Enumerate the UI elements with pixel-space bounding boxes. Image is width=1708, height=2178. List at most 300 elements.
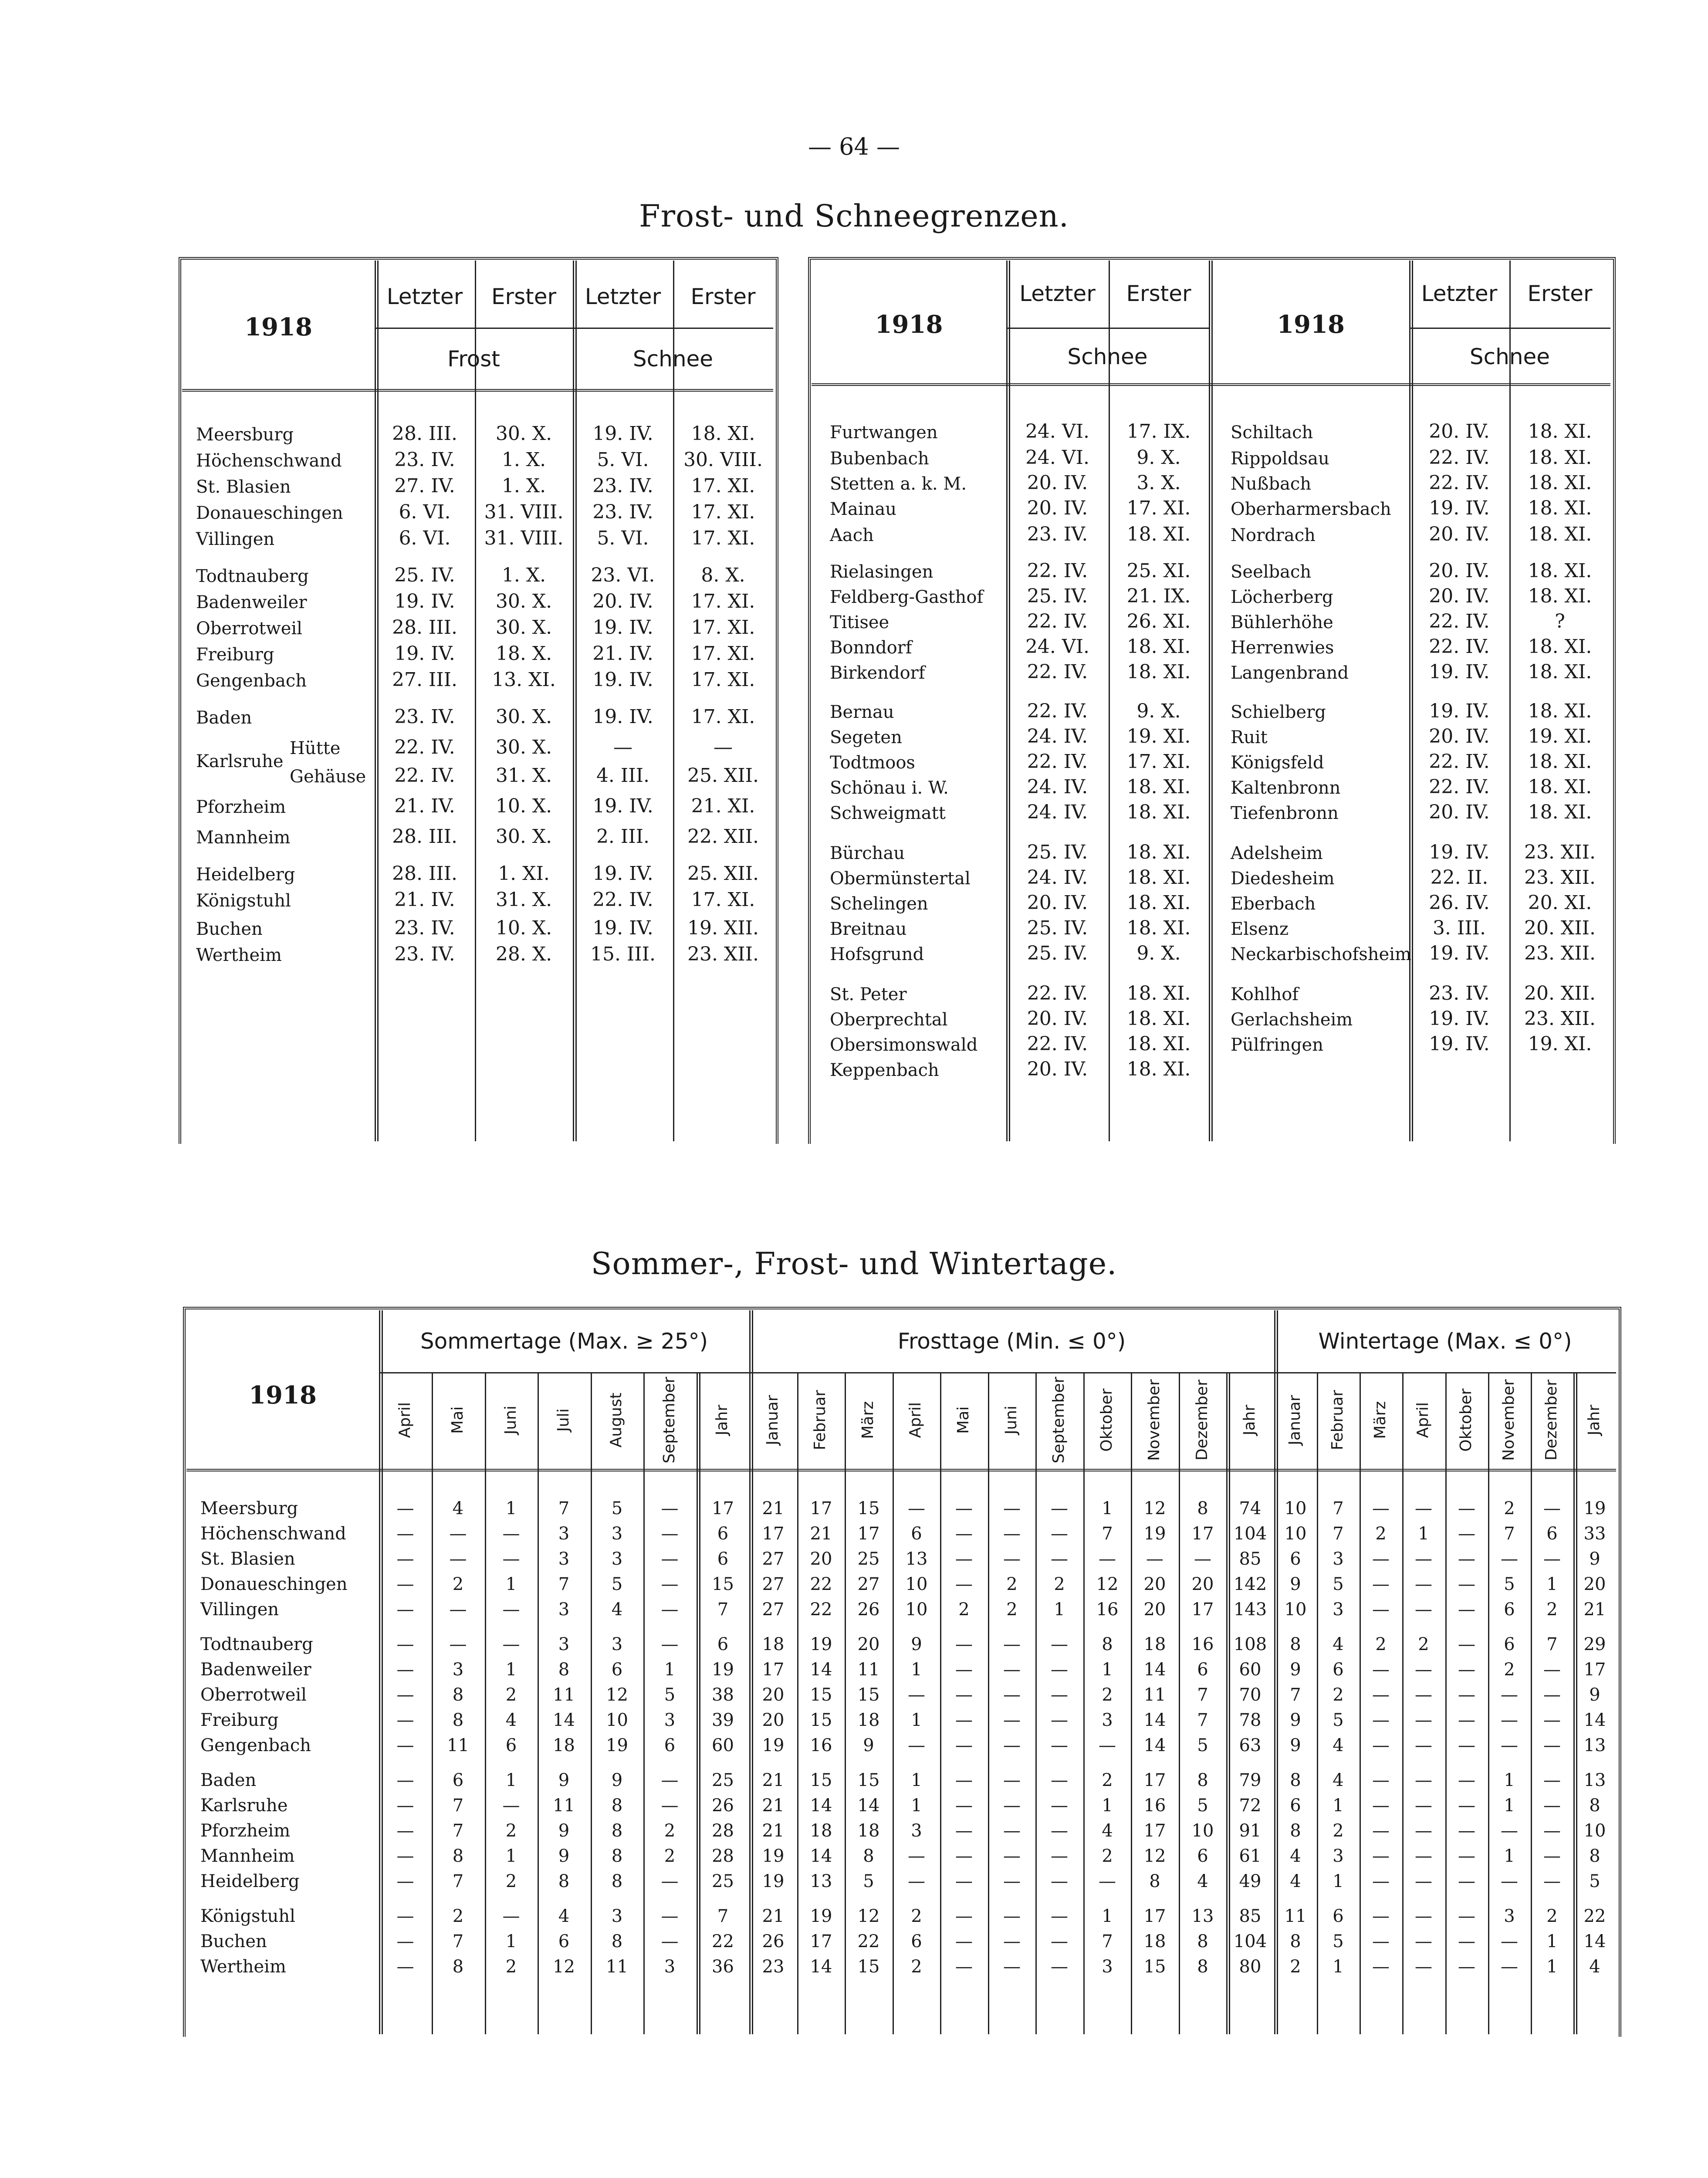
day-count: 80	[1239, 1957, 1262, 1977]
day-count: 1	[1504, 1846, 1515, 1866]
day-count: 4	[1333, 1735, 1344, 1755]
last-snow-date: 20. IV.	[1027, 1008, 1088, 1030]
first-snow-date: 23. XII.	[1524, 1008, 1596, 1030]
day-count: 1	[911, 1796, 922, 1816]
station-name: Kaltenbronn	[1231, 778, 1341, 798]
day-count: 18	[1143, 1634, 1166, 1654]
station-name: St. Blasien	[200, 1549, 295, 1569]
station-name: Titisee	[830, 612, 890, 632]
first-snow-date: 17. XI.	[1126, 497, 1191, 519]
day-count: —	[1372, 1735, 1390, 1755]
day-count: 8	[452, 1957, 464, 1977]
day-count: —	[1501, 1931, 1518, 1951]
last-frost-date: 22. IV.	[394, 736, 455, 758]
day-count: —	[908, 1498, 925, 1519]
station-name: Badenweiler	[200, 1660, 311, 1680]
day-count: 1	[1418, 1524, 1429, 1544]
station-name: Badenweiler	[196, 592, 307, 612]
day-count: 7	[1504, 1524, 1515, 1544]
first-snow-date: 18. XI.	[1528, 585, 1592, 607]
day-count: 6	[1333, 1906, 1344, 1926]
day-count: —	[1003, 1524, 1021, 1544]
day-count: 9	[558, 1770, 570, 1790]
last-frost-date: 21. IV.	[394, 795, 455, 817]
station-name: Obersimonswald	[830, 1035, 978, 1055]
day-count: 8	[1290, 1770, 1301, 1790]
station-name: Pforzheim	[200, 1821, 291, 1841]
day-count: 17	[857, 1524, 880, 1544]
month-header: Februar	[1329, 1390, 1347, 1451]
first-snow-date: 18. XI.	[1126, 917, 1191, 939]
day-count: —	[1415, 1957, 1432, 1977]
first-frost-date: 1. X.	[501, 564, 546, 586]
first-snow-date: 25. XII.	[687, 862, 759, 885]
last-snow-date: 22. II.	[1430, 866, 1488, 889]
day-count: 85	[1239, 1906, 1262, 1926]
day-count: —	[661, 1634, 679, 1654]
day-count: —	[661, 1498, 679, 1519]
day-count: 4	[1290, 1871, 1301, 1891]
day-count: —	[502, 1796, 520, 1816]
day-count: —	[661, 1600, 679, 1620]
first-snow-date: 19. XII.	[687, 917, 759, 939]
station-name: Oberrotweil	[196, 619, 302, 639]
day-count: —	[1543, 1710, 1561, 1730]
station-name: Pülfringen	[1231, 1035, 1323, 1055]
first-snow-date: 18. XI.	[1126, 1008, 1191, 1030]
day-count: —	[955, 1660, 973, 1680]
day-count: 4	[1333, 1770, 1344, 1790]
day-count: 10	[606, 1710, 628, 1730]
day-count: 7	[452, 1821, 464, 1841]
header-rule	[182, 389, 773, 392]
first-frost-date: 31. X.	[495, 889, 552, 911]
day-count: —	[1501, 1685, 1518, 1705]
day-count: —	[1372, 1549, 1390, 1569]
day-count: 14	[553, 1710, 575, 1730]
day-count: —	[1458, 1931, 1475, 1951]
day-count: 3	[611, 1634, 623, 1654]
day-count: 3	[1333, 1549, 1344, 1569]
day-count: 14	[810, 1957, 832, 1977]
last-snow-date: 25. IV.	[1027, 917, 1088, 939]
last-snow-date: 19. IV.	[592, 917, 653, 939]
station-name: Königsfeld	[1231, 753, 1324, 773]
day-count: 1	[1504, 1796, 1515, 1816]
day-count: 8	[1290, 1821, 1301, 1841]
last-snow-date: 19. IV.	[592, 423, 653, 445]
last-snow-date: 19. IV.	[592, 795, 653, 817]
day-count: 10	[1284, 1524, 1307, 1544]
last-snow-date: 19. IV.	[1429, 700, 1490, 722]
day-count: 1	[505, 1660, 517, 1680]
station-name: Mannheim	[196, 828, 291, 848]
last-snow-date: 19. IV.	[592, 862, 653, 885]
station-name: Heidelberg	[196, 865, 295, 885]
station-name: Wertheim	[196, 945, 282, 965]
day-count: —	[396, 1685, 414, 1705]
wintertage-header: Wintertage (Max. ≤ 0°)	[1318, 1329, 1572, 1354]
day-count: 4	[452, 1498, 464, 1519]
day-count: —	[955, 1710, 973, 1730]
month-header: Dezember	[1542, 1380, 1560, 1461]
station-name: Herrenwies	[1231, 638, 1334, 658]
letzter-schnee-label: Letzter	[585, 284, 661, 309]
day-count: —	[1458, 1710, 1475, 1730]
day-count: 13	[810, 1871, 832, 1891]
day-count: 5	[1504, 1574, 1515, 1594]
first-snow-date: 21. XI.	[691, 795, 755, 817]
station-name: Langenbrand	[1231, 663, 1349, 683]
day-count: 15	[810, 1770, 832, 1790]
last-snow-date: 22. IV.	[1027, 751, 1088, 773]
day-count: 1	[664, 1660, 676, 1680]
day-count: 11	[857, 1660, 880, 1680]
day-count: 63	[1239, 1735, 1262, 1755]
day-count: 20	[762, 1685, 785, 1705]
page-number: — 64 —	[808, 133, 900, 160]
day-count: 6	[611, 1660, 623, 1680]
day-count: 3	[1102, 1957, 1113, 1977]
day-count: —	[1003, 1931, 1021, 1951]
day-count: 2	[1006, 1600, 1018, 1620]
station-name: Mannheim	[200, 1846, 295, 1866]
station-name: Schiltach	[1231, 423, 1313, 443]
day-count: 4	[1333, 1634, 1344, 1654]
first-snow-date: 23. XII.	[687, 943, 759, 965]
last-snow-date: 19. IV.	[1429, 1008, 1490, 1030]
day-count: 2	[1333, 1821, 1344, 1841]
first-snow-date: 25. XII.	[687, 764, 759, 787]
day-count: 14	[810, 1846, 832, 1866]
day-count: 3	[558, 1549, 570, 1569]
day-count: —	[449, 1524, 467, 1544]
last-snow-date: 19. IV.	[1429, 942, 1490, 964]
first-snow-date: 18. XI.	[1528, 472, 1592, 494]
station-name: Buchen	[196, 919, 263, 939]
day-count: —	[1099, 1549, 1116, 1569]
day-count: 6	[911, 1524, 922, 1544]
day-count: —	[1051, 1549, 1068, 1569]
first-snow-date: ?	[1555, 610, 1565, 632]
day-count: 3	[1333, 1846, 1344, 1866]
last-snow-date: 24. IV.	[1027, 866, 1088, 889]
day-count: —	[396, 1574, 414, 1594]
day-count: 23	[762, 1957, 785, 1977]
schnee-label: Schnee	[1469, 344, 1550, 369]
day-count: —	[502, 1524, 520, 1544]
station-name: Rippoldsau	[1231, 449, 1329, 469]
day-count: —	[1372, 1906, 1390, 1926]
first-frost-date: 18. X.	[495, 643, 552, 665]
day-count: —	[1543, 1871, 1561, 1891]
month-header: Mai	[449, 1406, 467, 1434]
day-count: 11	[553, 1796, 575, 1816]
day-count: —	[955, 1574, 973, 1594]
day-count: 3	[664, 1710, 676, 1730]
day-count: —	[955, 1796, 973, 1816]
station-name: Obermünstertal	[830, 869, 971, 889]
day-count: 14	[1583, 1710, 1606, 1730]
station-name: St. Peter	[830, 984, 907, 1004]
day-count: —	[449, 1549, 467, 1569]
day-count: 10	[1284, 1498, 1307, 1519]
day-count: 14	[1583, 1931, 1606, 1951]
first-snow-date: 22. XII.	[687, 825, 759, 848]
day-count: 20	[762, 1710, 785, 1730]
month-header: Januar	[1286, 1395, 1304, 1445]
station-name: Segeten	[830, 727, 902, 747]
day-count: 13	[905, 1549, 928, 1569]
first-snow-date: 18. XI.	[1126, 982, 1191, 1004]
day-count: 3	[558, 1600, 570, 1620]
day-count: 19	[1583, 1498, 1606, 1519]
station-name: Diedesheim	[1231, 869, 1335, 889]
first-snow-date: 18. XI.	[1126, 841, 1191, 863]
day-count: 27	[762, 1600, 785, 1620]
day-count: 2	[1418, 1634, 1429, 1654]
station-name: Baden	[196, 708, 252, 728]
day-count: 5	[863, 1871, 874, 1891]
month-header: Juni	[1002, 1405, 1020, 1435]
day-count: —	[1458, 1600, 1475, 1620]
day-count: 20	[1191, 1574, 1214, 1594]
first-snow-date: —	[714, 736, 733, 758]
day-count: —	[908, 1685, 925, 1705]
first-snow-date: 17. XI.	[691, 527, 755, 549]
day-count: 7	[717, 1600, 729, 1620]
day-count: —	[1051, 1735, 1068, 1755]
first-snow-date: 23. XII.	[1524, 841, 1596, 863]
day-count: 7	[1197, 1685, 1208, 1705]
first-snow-date: 9. X.	[1136, 446, 1181, 469]
last-snow-date: 22. IV.	[1429, 472, 1490, 494]
day-count: 9	[911, 1634, 922, 1654]
first-snow-date: 18. XI.	[1126, 661, 1191, 683]
station-name: Heidelberg	[200, 1871, 300, 1891]
day-count: 5	[611, 1574, 623, 1594]
day-count: 15	[1143, 1957, 1166, 1977]
day-count: 17	[810, 1931, 832, 1951]
day-count: —	[955, 1846, 973, 1866]
last-snow-date: 22. IV.	[1429, 636, 1490, 658]
station-name: Eberbach	[1231, 894, 1316, 914]
day-count: —	[1372, 1957, 1390, 1977]
month-header: Mai	[954, 1406, 972, 1434]
day-count: —	[1372, 1498, 1390, 1519]
day-count: 8	[863, 1846, 874, 1866]
erster-schnee-label: Erster	[690, 284, 756, 309]
first-snow-date: 18. XI.	[1528, 446, 1592, 469]
station-name: Karlsruhe	[196, 751, 284, 771]
station-name: Löcherberg	[1231, 587, 1333, 607]
day-count: 20	[810, 1549, 832, 1569]
first-snow-date: 19. XI.	[1528, 1033, 1592, 1055]
last-frost-date: 6. VI.	[399, 527, 451, 549]
month-header: April	[906, 1402, 925, 1438]
day-count: 2	[505, 1957, 517, 1977]
day-count: —	[661, 1931, 679, 1951]
day-count: 17	[1143, 1770, 1166, 1790]
last-frost-date: 28. III.	[392, 616, 458, 639]
station-name: Wertheim	[200, 1957, 286, 1977]
day-count: 1	[1102, 1498, 1113, 1519]
header-rule	[186, 1469, 1616, 1471]
station-name: Schönau i. W.	[830, 778, 949, 798]
day-count: —	[1458, 1660, 1475, 1680]
station-name: Bubenbach	[830, 449, 929, 469]
day-count: 2	[664, 1821, 676, 1841]
day-count: 12	[553, 1957, 575, 1977]
column-divider	[375, 260, 379, 1141]
last-snow-date: 25. IV.	[1027, 942, 1088, 964]
header-rule	[1409, 328, 1610, 329]
last-snow-date: 22. IV.	[1027, 610, 1088, 632]
first-snow-date: 17. XI.	[691, 889, 755, 911]
day-count: 27	[762, 1549, 785, 1569]
day-count: —	[1415, 1574, 1432, 1594]
station-name: Kohlhof	[1231, 984, 1299, 1004]
day-count: 6	[664, 1735, 676, 1755]
last-snow-date: 22. IV.	[1429, 446, 1490, 469]
letzter-schnee-label: Letzter	[1019, 281, 1096, 306]
first-snow-date: 17. XI.	[691, 616, 755, 639]
day-count: 9	[611, 1770, 623, 1790]
day-count: —	[1501, 1871, 1518, 1891]
day-count: 13	[1191, 1906, 1214, 1926]
day-count: 33	[1583, 1524, 1606, 1544]
day-count: 27	[762, 1574, 785, 1594]
day-count: —	[1051, 1685, 1068, 1705]
station-subname: Hütte	[290, 738, 341, 758]
last-frost-date: 22. IV.	[394, 764, 455, 787]
day-count: 2	[452, 1906, 464, 1926]
day-count: 19	[762, 1846, 785, 1866]
day-count: 74	[1239, 1498, 1262, 1519]
day-count: 6	[452, 1770, 464, 1790]
day-count: —	[1194, 1549, 1211, 1569]
last-snow-date: 19. IV.	[1429, 661, 1490, 683]
day-count: 1	[911, 1660, 922, 1680]
column-divider	[673, 260, 674, 1141]
day-count: —	[1415, 1821, 1432, 1841]
day-count: 17	[762, 1660, 785, 1680]
first-snow-date: 17. XI.	[1126, 751, 1191, 773]
first-snow-date: 23. XII.	[1524, 866, 1596, 889]
day-count: —	[1458, 1846, 1475, 1866]
day-count: 1	[505, 1498, 517, 1519]
day-count: —	[1372, 1710, 1390, 1730]
day-count: —	[1051, 1770, 1068, 1790]
day-count: 16	[810, 1735, 832, 1755]
last-snow-date: 4. III.	[596, 764, 650, 787]
station-name: Birkendorf	[830, 663, 925, 683]
day-count: —	[1051, 1931, 1068, 1951]
day-count: —	[1543, 1796, 1561, 1816]
first-snow-date: 18. XI.	[1126, 636, 1191, 658]
day-count: 21	[810, 1524, 832, 1544]
schnee-label: Schnee	[1067, 344, 1148, 369]
day-count: 8	[611, 1931, 623, 1951]
day-count: —	[1003, 1634, 1021, 1654]
station-name: Oberprechtal	[830, 1010, 948, 1030]
day-count: 17	[1143, 1821, 1166, 1841]
station-name: Feldberg-Gasthof	[830, 587, 984, 607]
day-count: 10	[905, 1600, 928, 1620]
day-count: 10	[905, 1574, 928, 1594]
first-snow-date: 18. XI.	[1528, 420, 1592, 443]
day-count: 70	[1239, 1685, 1262, 1705]
month-header: März	[859, 1401, 877, 1439]
day-count: 18	[1143, 1931, 1166, 1951]
station-name: Seelbach	[1231, 562, 1312, 582]
station-name: Villingen	[196, 529, 275, 549]
day-count: 16	[1096, 1600, 1119, 1620]
day-count: 6	[1197, 1846, 1208, 1866]
day-count: —	[1003, 1685, 1021, 1705]
last-snow-date: 24. IV.	[1027, 776, 1088, 798]
day-count: 2	[911, 1906, 922, 1926]
day-count: —	[1415, 1685, 1432, 1705]
day-count: 10	[1191, 1821, 1214, 1841]
station-name: Gengenbach	[200, 1735, 311, 1755]
day-count: 2	[1054, 1574, 1065, 1594]
day-count: 15	[857, 1957, 880, 1977]
day-count: 4	[1102, 1821, 1113, 1841]
day-count: 3	[452, 1660, 464, 1680]
day-count: 20	[1583, 1574, 1606, 1594]
day-count: —	[1051, 1796, 1068, 1816]
day-count: 1	[1546, 1957, 1558, 1977]
last-snow-date: 22. IV.	[1429, 776, 1490, 798]
month-header: Oktober	[1457, 1388, 1475, 1452]
day-count: —	[1003, 1770, 1021, 1790]
station-name: Freiburg	[200, 1710, 279, 1730]
day-count: —	[1501, 1957, 1518, 1977]
station-name: Schielberg	[1231, 702, 1326, 722]
day-count: 17	[1143, 1906, 1166, 1926]
station-name: Bernau	[830, 702, 894, 722]
day-count: —	[1458, 1735, 1475, 1755]
day-count: —	[1501, 1735, 1518, 1755]
day-count: 8	[1290, 1931, 1301, 1951]
day-count: 7	[452, 1796, 464, 1816]
first-snow-date: 18. XI.	[1528, 700, 1592, 722]
day-count: 8	[452, 1846, 464, 1866]
day-count: 8	[611, 1871, 623, 1891]
first-snow-date: 8. X.	[701, 564, 745, 586]
day-count: 3	[611, 1549, 623, 1569]
day-count: —	[1099, 1735, 1116, 1755]
erster-schnee-label: Erster	[1126, 281, 1191, 306]
column-divider	[1209, 260, 1213, 1141]
day-count: 2	[1102, 1770, 1113, 1790]
first-snow-date: 17. XI.	[691, 475, 755, 497]
day-count: —	[1415, 1600, 1432, 1620]
day-count: 91	[1239, 1821, 1262, 1841]
day-count: 26	[712, 1796, 734, 1816]
month-header: Juni	[501, 1405, 520, 1435]
day-count: —	[1458, 1524, 1475, 1544]
day-count: 8	[611, 1796, 623, 1816]
station-name: Oberharmersbach	[1231, 499, 1391, 519]
month-header: November	[1145, 1379, 1163, 1461]
day-count: 1	[1546, 1931, 1558, 1951]
first-frost-date: 30. X.	[495, 706, 552, 728]
month-header: Oktober	[1097, 1388, 1116, 1452]
day-count: —	[1372, 1871, 1390, 1891]
day-count: —	[1051, 1957, 1068, 1977]
